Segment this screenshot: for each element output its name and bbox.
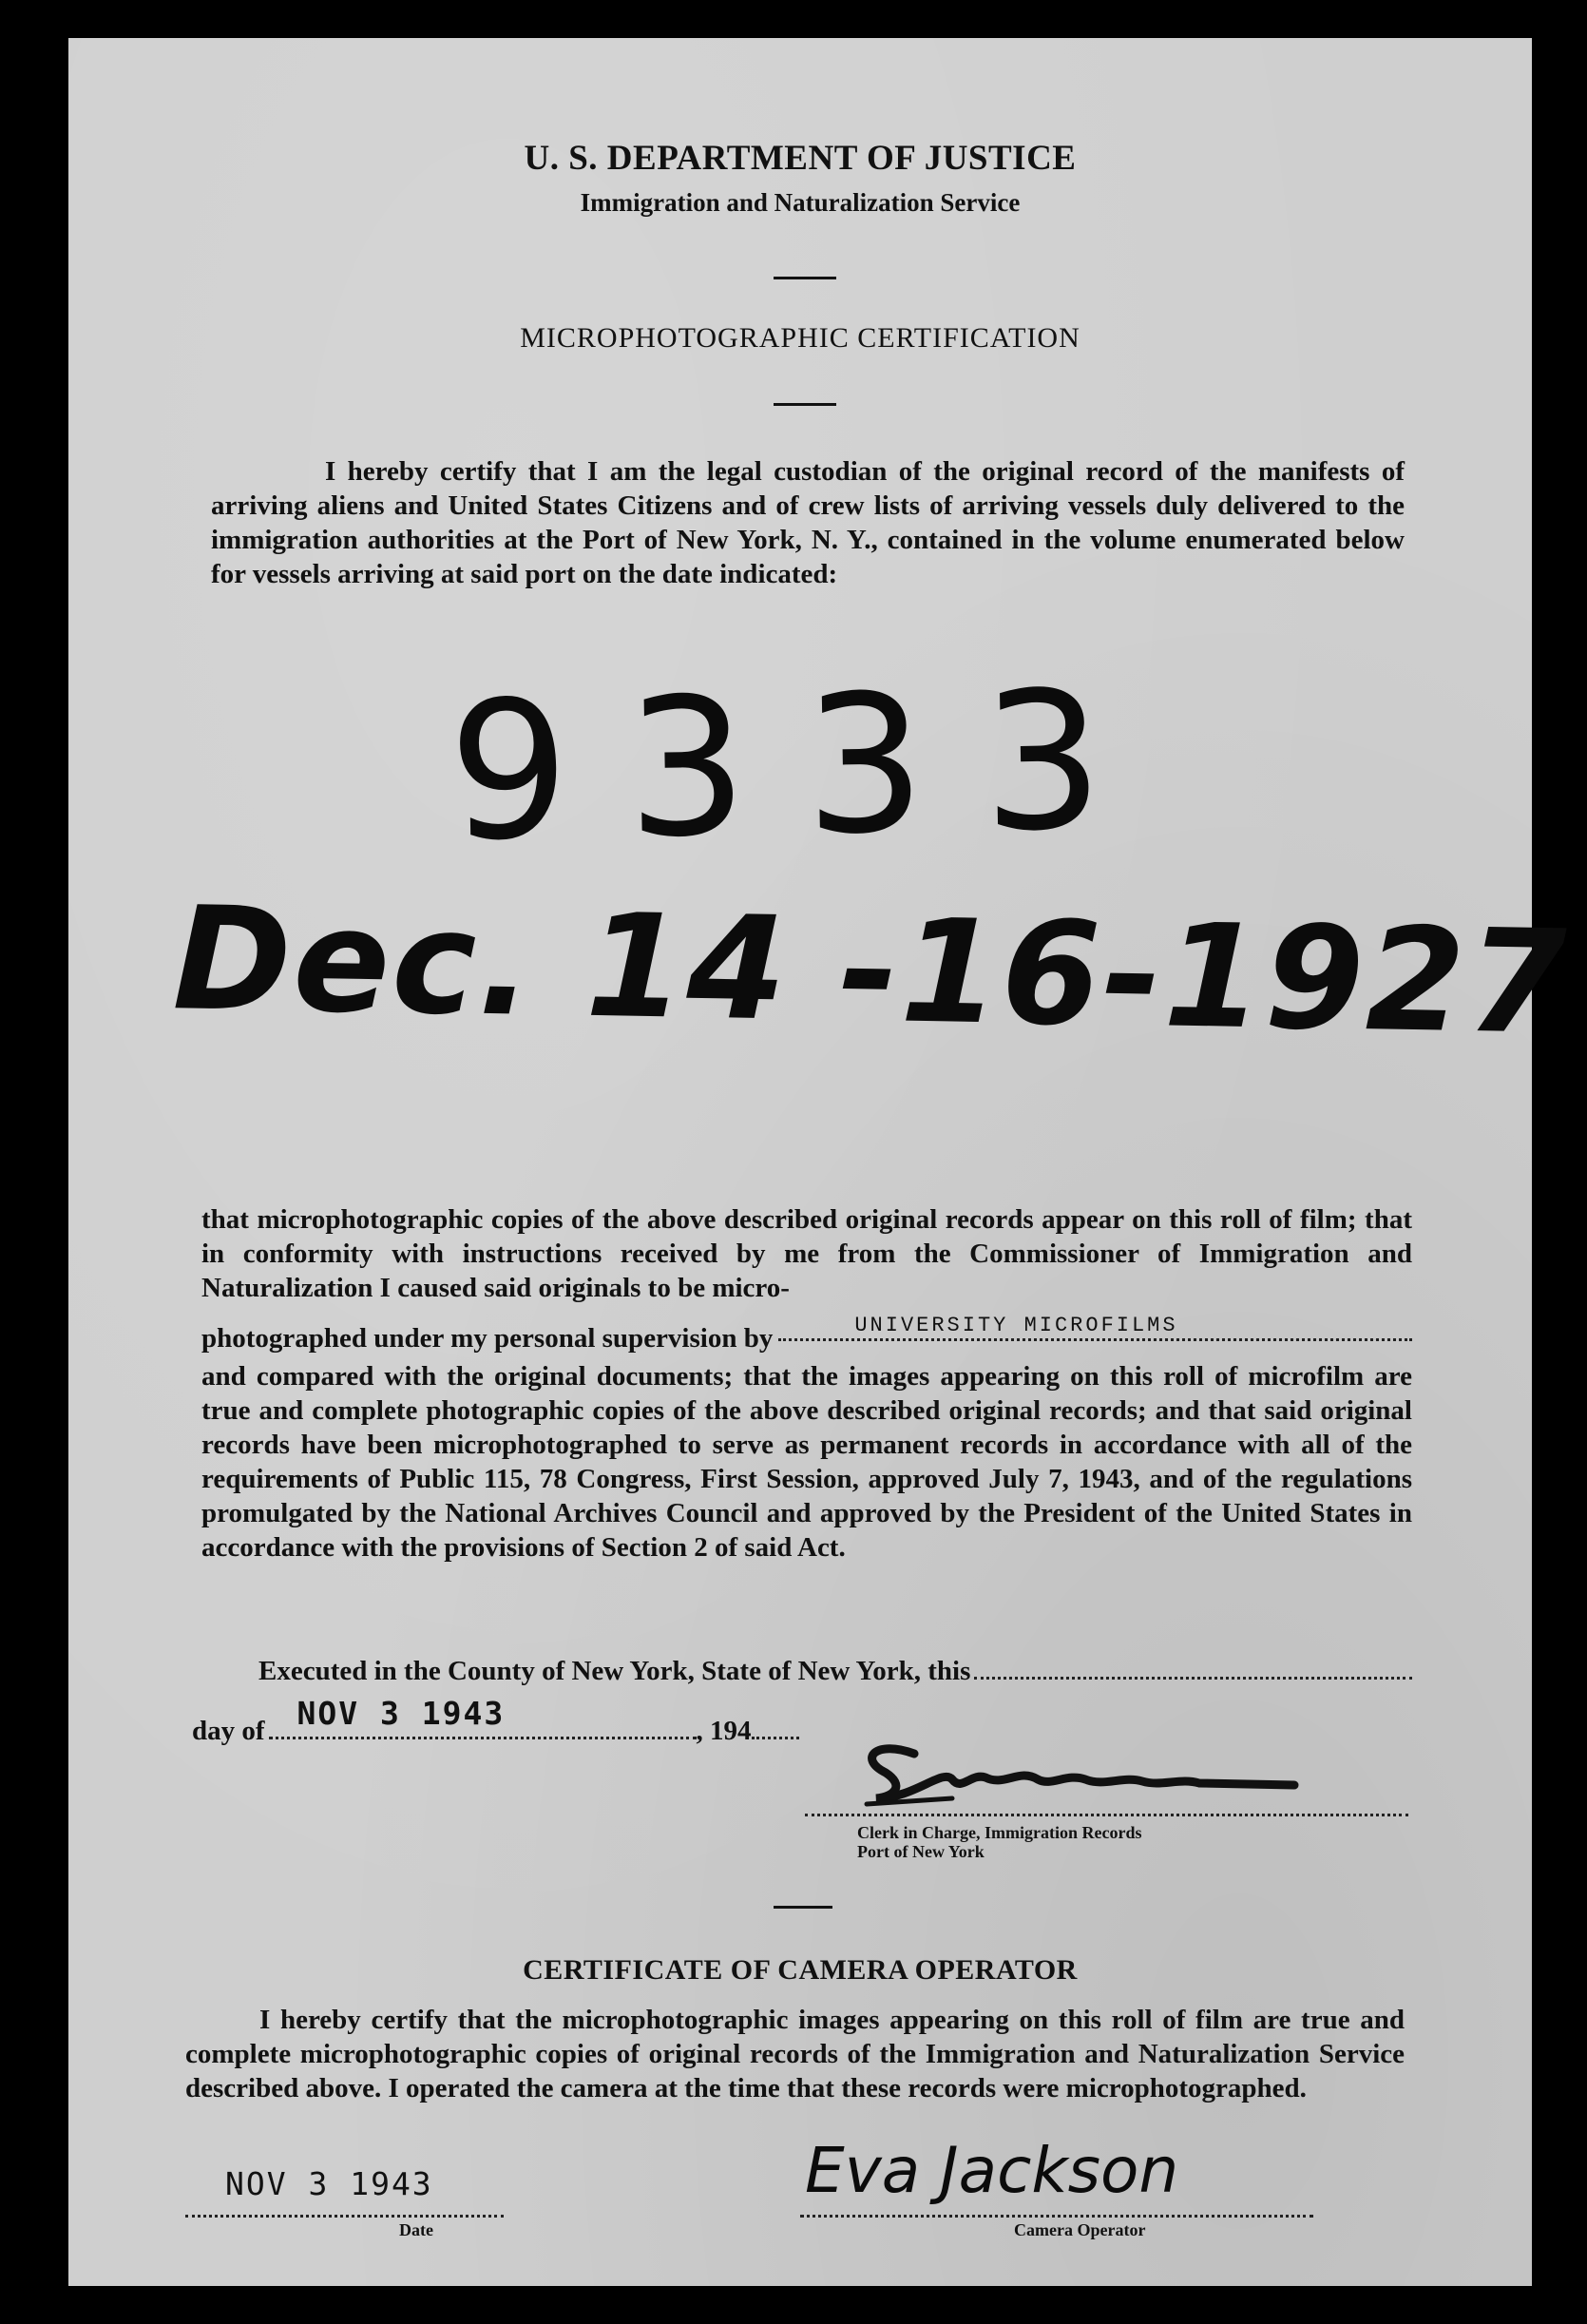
handwritten-volume-number: 9333 <box>447 649 1162 884</box>
date-stamp: NOV 3 1943 <box>296 1695 506 1732</box>
certification-body-part1: that microphotographic copies of the above described original records appear on this roll of film; that in conformity with instructions received by me from the Commissioner of Immigration and Naturalization I caused said originals to be micro- <box>201 1204 1412 1303</box>
document-page <box>68 38 1570 2286</box>
camera-operator-signature: Eva Jackson <box>805 2134 1179 2207</box>
camera-date-label: Date <box>399 2220 433 2239</box>
handwritten-volume-dates: Dec. 14 -16-1927 <box>171 876 1570 1066</box>
department-heading: U. S. DEPARTMENT OF JUSTICE <box>524 139 1077 178</box>
operator-signature-line <box>800 2213 1313 2218</box>
divider <box>774 277 836 279</box>
year-fill-line <box>752 1733 799 1739</box>
camera-certificate-text: I hereby certify that the microphotographic images appearing on this roll of film are true and complete microphotographic copies of original records of the Immigration and Naturalization Service described above. I operated the camera at the time that these records were microphotographed. <box>185 2005 1405 2103</box>
supervision-line <box>201 1314 1412 1354</box>
typed-microfilm-company: UNIVERSITY MICROFILMS <box>854 1314 1178 1337</box>
certification-body-part2: and compared with the original documents; that the images appearing on this roll of microfilm are true and complete photographic copies of the above described original records; and that said original records have been microphotographed to serve as permanent records in accordance with all of the requirements of Public 115, 78 Congress, First Session, approved July 7, 1943, and of the regulations promulgated by the National Archives Council and approved by the President of the United States in accordance with the provisions of Section 2 of said Act. <box>201 1361 1412 1563</box>
camera-date-stamp: NOV 3 1943 <box>225 2165 433 2202</box>
executed-fill-line <box>974 1673 1412 1680</box>
camera-certificate-title: CERTIFICATE OF CAMERA OPERATOR <box>523 1954 1078 1986</box>
day-of-label: day of <box>192 1716 265 1746</box>
day-of-fill-line <box>269 1695 697 1739</box>
certification-title: MICROPHOTOGRAPHIC CERTIFICATION <box>520 322 1080 354</box>
divider <box>774 403 836 406</box>
clerk-title-line2: Port of New York <box>857 1842 985 1861</box>
day-of-line <box>192 1695 857 1747</box>
camera-operator-label: Camera Operator <box>1014 2220 1146 2239</box>
supervision-label: photographed under my personal supervision by <box>201 1323 774 1354</box>
clerk-title-line1: Clerk in Charge, Immigration Records <box>857 1823 1142 1842</box>
clerk-signature-line <box>805 1812 1408 1816</box>
executed-text: Executed in the County of New York, State of New York, this <box>258 1656 971 1686</box>
executed-line <box>258 1656 1412 1687</box>
year-prefix: , 194 <box>696 1716 752 1746</box>
clerk-title <box>857 1823 1141 1861</box>
service-subheading: Immigration and Naturalization Service <box>580 188 1021 217</box>
supervision-fill-line <box>778 1314 1412 1341</box>
divider <box>774 1906 832 1909</box>
camera-date-line <box>185 2213 504 2218</box>
clerk-signature <box>800 1720 1408 1825</box>
certification-intro: I hereby certify that I am the legal custodian of the original record of the manifests of arriving aliens and United States Citizens and of crew lists of arriving vessels duly delivered to the immigration authorities at the Port of New York, N. Y., contained in the volume enumerated below for vessels arriving at said port on the date indicated: <box>211 456 1405 589</box>
